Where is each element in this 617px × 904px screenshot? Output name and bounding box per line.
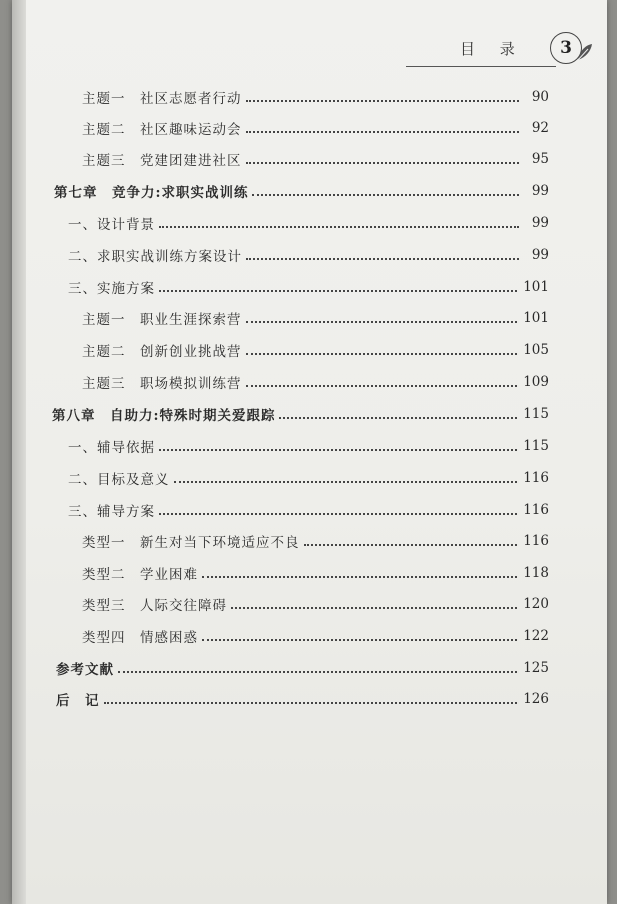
toc-leader-dots xyxy=(246,117,520,133)
toc-leader-dots xyxy=(159,276,517,292)
toc-leader-dots xyxy=(246,307,518,323)
toc-entry[interactable] xyxy=(82,530,549,552)
toc-leader-dots xyxy=(202,562,517,578)
toc-leader-dots xyxy=(246,339,518,355)
toc-chapter-entry[interactable] xyxy=(54,180,549,202)
toc-entry-page: 115 xyxy=(523,438,549,454)
toc-entry[interactable] xyxy=(82,339,549,361)
toc-entry-page: 99 xyxy=(531,183,549,199)
toc-entry-page: 95 xyxy=(531,151,549,167)
toc-entry-page: 118 xyxy=(523,565,549,581)
toc-entry[interactable] xyxy=(82,625,549,647)
toc-leader-dots xyxy=(174,467,518,483)
toc-chapter-entry[interactable] xyxy=(52,403,549,425)
toc-entry-page: 90 xyxy=(531,89,549,105)
toc-leader-dots xyxy=(159,435,517,451)
toc-entry-title: 第七章 竞争力:求职实战训练 xyxy=(54,185,249,201)
toc-entry-page: 126 xyxy=(523,691,549,707)
toc-entry-title: 第八章 自助力:特殊时期关爱跟踪 xyxy=(52,408,276,424)
toc-entry[interactable] xyxy=(82,371,549,393)
toc-entry-title: 类型三 人际交往障碍 xyxy=(82,598,227,614)
toc-entry[interactable] xyxy=(82,593,549,615)
toc-entry-title: 主题一 职业生涯探索营 xyxy=(82,312,242,328)
toc-leader-dots xyxy=(118,657,517,673)
toc-entry-page: 99 xyxy=(531,215,549,231)
toc-entry-title: 类型一 新生对当下环境适应不良 xyxy=(82,535,300,551)
toc-entry-page: 122 xyxy=(523,628,549,644)
toc-leader-dots xyxy=(246,371,518,387)
toc-leader-dots xyxy=(279,403,517,419)
toc-entry[interactable] xyxy=(82,117,549,139)
toc-entry-title: 主题一 社区志愿者行动 xyxy=(82,91,242,107)
toc-leader-dots xyxy=(159,499,517,515)
toc-entry-page: 115 xyxy=(523,406,549,422)
toc-leader-dots xyxy=(104,688,518,704)
toc-entry-page: 101 xyxy=(523,279,549,295)
toc-entry[interactable] xyxy=(68,276,549,298)
toc-leader-dots xyxy=(246,148,520,164)
toc-entry[interactable] xyxy=(68,244,549,266)
toc-entry-page: 109 xyxy=(523,374,549,390)
toc-entry-title: 参考文献 xyxy=(56,662,114,678)
toc-entry-page: 105 xyxy=(523,342,549,358)
toc-entry[interactable] xyxy=(68,499,549,521)
toc-entry[interactable] xyxy=(82,148,549,170)
toc-entry-title: 类型二 学业困难 xyxy=(82,567,198,583)
toc-entry-page: 116 xyxy=(523,502,549,518)
toc-leader-dots xyxy=(246,244,519,260)
table-of-contents xyxy=(12,0,607,904)
toc-entry-page: 99 xyxy=(531,247,549,263)
toc-entry[interactable] xyxy=(82,86,549,108)
toc-chapter-entry[interactable] xyxy=(56,657,549,679)
toc-entry-page: 101 xyxy=(523,310,549,326)
toc-entry-title: 主题二 创新创业挑战营 xyxy=(82,344,242,360)
toc-leader-dots xyxy=(159,212,519,228)
toc-leader-dots xyxy=(231,593,517,609)
toc-entry-page: 92 xyxy=(531,120,549,136)
toc-entry[interactable] xyxy=(82,307,549,329)
toc-leader-dots xyxy=(304,530,518,546)
toc-entry[interactable] xyxy=(68,212,549,234)
toc-entry-title: 三、实施方案 xyxy=(68,281,155,297)
page-number-badge: 3 xyxy=(550,32,582,64)
book-page xyxy=(12,0,607,904)
toc-entry-page: 125 xyxy=(523,660,549,676)
toc-entry-title: 三、辅导方案 xyxy=(68,504,155,520)
toc-entry-title: 一、辅导依据 xyxy=(68,440,155,456)
toc-entry[interactable] xyxy=(68,467,549,489)
toc-leader-dots xyxy=(246,86,520,102)
toc-leader-dots xyxy=(252,180,519,196)
toc-entry-title: 主题三 职场模拟训练营 xyxy=(82,376,242,392)
toc-entry-title: 类型四 情感困惑 xyxy=(82,630,198,646)
toc-entry-title: 后 记 xyxy=(56,693,100,709)
toc-entry-page: 120 xyxy=(523,596,549,612)
toc-leader-dots xyxy=(202,625,517,641)
toc-chapter-entry[interactable] xyxy=(56,688,549,710)
page-title: 目 录 xyxy=(460,40,525,58)
toc-entry-title: 主题二 社区趣味运动会 xyxy=(82,122,242,138)
toc-entry-page: 116 xyxy=(523,533,549,549)
toc-entry[interactable] xyxy=(82,562,549,584)
toc-entry-title: 二、求职实战训练方案设计 xyxy=(68,249,242,265)
toc-entry-page: 116 xyxy=(523,470,549,486)
toc-entry[interactable] xyxy=(68,435,549,457)
toc-entry-title: 主题三 党建团建进社区 xyxy=(82,153,242,169)
toc-entry-title: 一、设计背景 xyxy=(68,217,155,233)
toc-entry-title: 二、目标及意义 xyxy=(68,472,170,488)
